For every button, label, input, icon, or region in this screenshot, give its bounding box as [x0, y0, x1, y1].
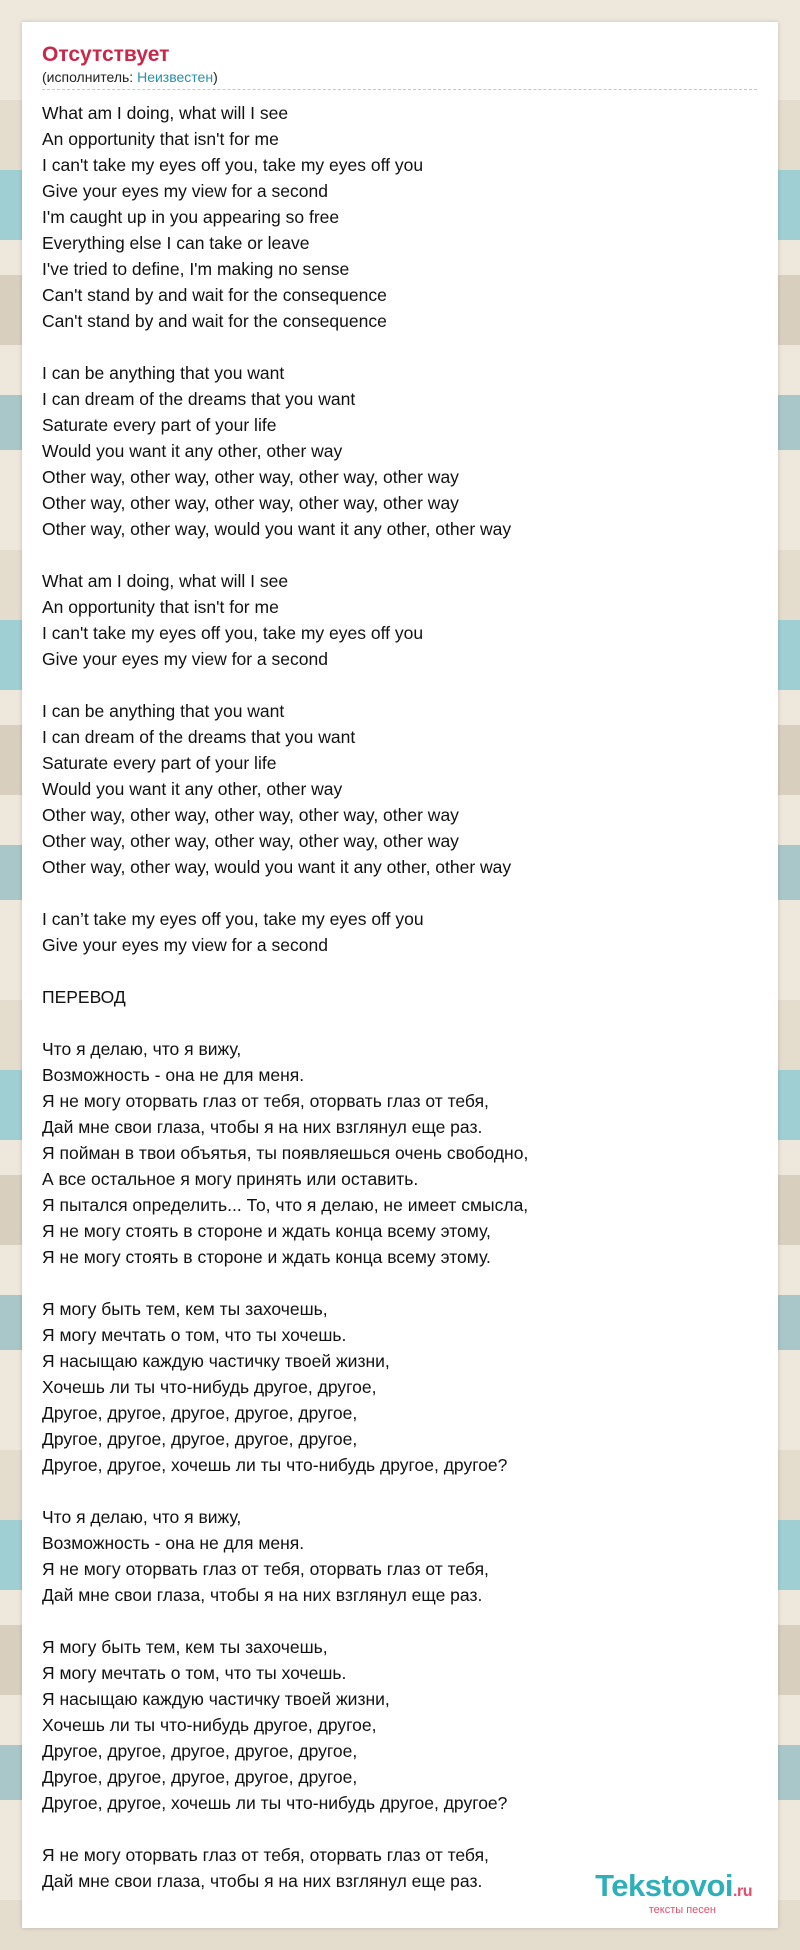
song-title: Отсутствует: [42, 43, 170, 66]
site-logo[interactable]: [595, 1868, 752, 1916]
artist-prefix: (исполнитель:: [42, 69, 138, 85]
logo-wordmark: [595, 1868, 752, 1907]
artist-suffix: ): [213, 69, 218, 85]
lyrics-card: [22, 22, 778, 1928]
artist-link[interactable]: Неизвестен: [137, 69, 214, 85]
logo-tld: .ru: [733, 1883, 752, 1900]
logo-tagline: тексты песен: [648, 1904, 716, 1916]
logo-name: Tekstovoi: [595, 1868, 734, 1903]
lyrics-text: What am I doing, what will I see An opportunity that isn't for me I can't take my eyes off you, take my eyes off you Give your eyes my view for a second I'm caught up in you appearing so free Everything else I can take or leave I've tried to define, I'm making no sense Can't stand by and wait for the consequence Can't stand by and wait for the consequence I can be anything that you want I can dream of the dreams that you want Saturate every part of your life Would you want it any other, other way Other way, other way, other way, other way, other way Other way, other way, other way, other way, other way Other way, other way, would you want it any other, other way What am I doing, what will I see An opportunity that isn't for me I can't take my eyes off you, take my eyes off you Give your eyes my view for a second I can be anything that you want I can dream of the dreams that you want Saturate every part of your life Would you want it any other, other way Other way, other way, other way, other way, other way Other way, other way, other way, other way, other way Other way, other way, would you want it any other, other way I can’t take my eyes off you, take my eyes off you Give your eyes my view for a second ПЕРЕВОД Что я делаю, что я вижу, Возможность - она не для меня. Я не могу оторвать глаз от тебя, оторвать глаз от тебя, Дай мне свои глаза, чтобы я на них взглянул еще раз. Я пойман в твои объятья, ты появляешься очень свободно, А все остальное я могу принять или оставить. Я пытался определить... То, что я делаю, не имеет смысла, Я не могу стоять в стороне и ждать конца всему этому, Я не могу стоять в стороне и ждать конца всему этому. Я могу быть тем, кем ты захочешь, Я могу мечтать о том, что ты хочешь. Я насыщаю каждую частичку твоей жизни, Хочешь ли ты что-нибудь другое, другое, Другое, другое, другое, другое, другое, Другое, другое, другое, другое, другое, Другое, другое, хочешь ли ты что-нибудь другое, другое? Что я делаю, что я вижу, Возможность - она не для меня. Я не могу оторвать глаз от тебя, оторвать глаз от тебя, Дай мне свои глаза, чтобы я на них взглянул еще раз. Я могу быть тем, кем ты захочешь, Я могу мечтать о том, что ты хочешь. Я насыщаю каждую частичку твоей жизни, Хочешь ли ты что-нибудь другое, другое, Другое, другое, другое, другое, другое, Другое, другое, другое, другое, другое, Другое, другое, хочешь ли ты что-нибудь другое, другое? Я не могу оторвать глаз от тебя, оторвать глаз от тебя, Дай мне свои глаза, чтобы я на них взглянул еще раз.: [42, 103, 529, 1891]
artist-line: [42, 68, 757, 90]
